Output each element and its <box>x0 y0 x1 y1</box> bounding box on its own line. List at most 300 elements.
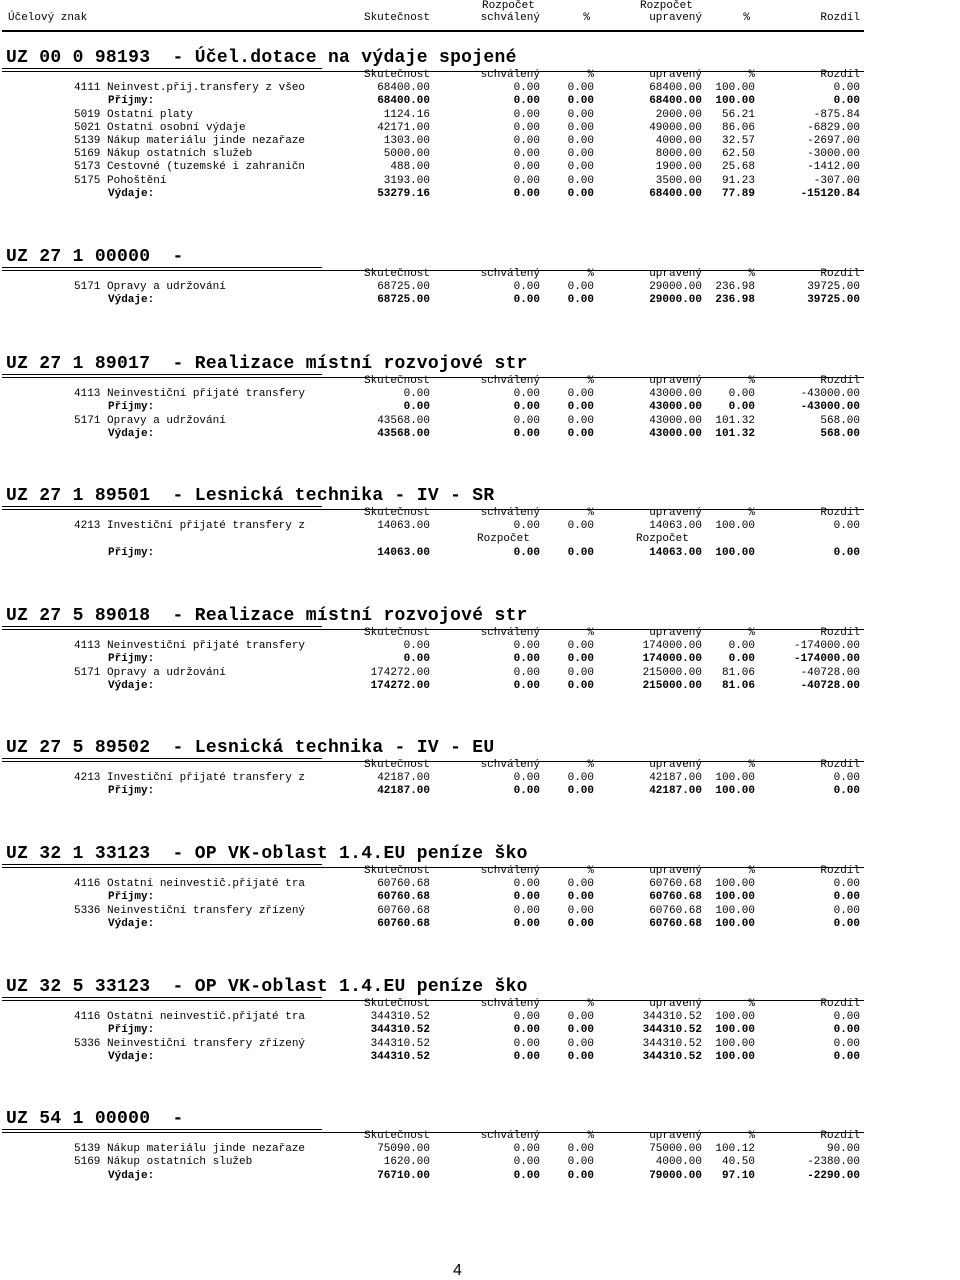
cell-pct1: 0.00 <box>567 135 594 147</box>
cell-pct2: 100.12 <box>715 1143 755 1156</box>
cell-approved: 0.00 <box>513 108 540 121</box>
page-number: 4 <box>453 1262 462 1279</box>
cell-adjusted: 4000.00 <box>655 1156 702 1169</box>
row-label: 5139 Nákup materiálu jinde nezařaze <box>74 1143 306 1156</box>
column-header: Rozdíl <box>820 375 860 387</box>
cell-pct2: 100.00 <box>715 878 755 891</box>
summary-label: Výdaje: <box>108 187 155 200</box>
cell-pct2: 100.00 <box>715 546 755 559</box>
cell-pct2: 86.06 <box>721 121 755 134</box>
cell-approved: 0.00 <box>513 878 540 891</box>
header-diff: Rozdíl <box>820 12 860 24</box>
cell-actual: 1303.00 <box>383 135 430 147</box>
row-label: 4116 Ostatní neinvestič.přijaté tra <box>74 1011 306 1024</box>
column-header: upravený <box>649 865 702 877</box>
cell-diff: -174000.00 <box>793 640 860 653</box>
row-label: 5171 Opravy a udržování <box>74 281 226 294</box>
column-header: Rozdíl <box>820 865 860 877</box>
cell-pct1: 0.00 <box>567 82 594 95</box>
cell-pct2: 100.00 <box>715 785 755 798</box>
cell-diff: 0.00 <box>833 1011 860 1024</box>
cell-approved: 0.00 <box>513 174 540 187</box>
cell-actual: 344310.52 <box>370 1024 430 1037</box>
cell-pct1: 0.00 <box>567 108 594 121</box>
cell-diff: 0.00 <box>833 904 860 917</box>
cell-diff: 568.00 <box>820 427 860 440</box>
cell-pct2: 81.06 <box>721 679 755 692</box>
cell-actual: 0.00 <box>403 640 430 653</box>
header-approved-top: Rozpočet <box>482 0 535 12</box>
cell-pct2: 236.98 <box>715 281 755 294</box>
column-header: % <box>748 627 755 639</box>
row-label: 5169 Nákup ostatních služeb <box>74 1156 253 1169</box>
cell-pct2: 0.00 <box>728 653 755 666</box>
column-header: % <box>587 268 594 280</box>
cell-actual: 43568.00 <box>377 414 430 427</box>
cell-adjusted: 29000.00 <box>649 281 702 294</box>
row-label: 5021 Ostatní osobní výdaje <box>74 121 246 134</box>
section-rule <box>2 629 864 630</box>
cell-pct1: 0.00 <box>567 904 594 917</box>
row-label: 5139 Nákup materiálu jinde nezařaze <box>74 135 306 147</box>
cell-pct2: 100.00 <box>715 520 755 533</box>
cell-approved: 0.00 <box>513 82 540 95</box>
column-header: upravený <box>649 627 702 639</box>
column-header: schválený <box>480 627 540 639</box>
column-header: Skutečnost <box>363 759 430 771</box>
cell-pct1: 0.00 <box>567 401 594 414</box>
cell-approved: 0.00 <box>513 785 540 798</box>
cell-approved: 0.00 <box>513 388 540 401</box>
cell-pct1: 0.00 <box>567 546 594 559</box>
row-label: 5175 Pohoštění <box>74 174 167 187</box>
column-header: % <box>748 268 755 280</box>
cell-pct2: 100.00 <box>715 1037 755 1050</box>
cell-adjusted: 344310.52 <box>642 1050 702 1063</box>
column-header: Skutečnost <box>363 507 430 519</box>
cell-pct1: 0.00 <box>567 1037 594 1050</box>
cell-adjusted: 344310.52 <box>642 1011 702 1024</box>
cell-actual: 60760.68 <box>377 917 430 930</box>
cell-approved: 0.00 <box>513 891 540 904</box>
cell-pct1: 0.00 <box>567 878 594 891</box>
column-header: upravený <box>649 69 702 81</box>
cell-pct1: 0.00 <box>567 187 594 200</box>
row-label: 5169 Nákup ostatních služeb <box>74 148 253 161</box>
cell-adjusted: 60760.68 <box>649 878 702 891</box>
cell-pct2: 101.32 <box>715 427 755 440</box>
cell-pct1: 0.00 <box>567 174 594 187</box>
column-header: Skutečnost <box>363 865 430 877</box>
column-header: Skutečnost <box>363 998 430 1010</box>
column-header: % <box>587 507 594 519</box>
row-label: 5171 Opravy a udržování <box>74 414 226 427</box>
cell-actual: 1124.16 <box>383 108 430 121</box>
column-header: upravený <box>649 268 702 280</box>
section-title: UZ 27 1 00000 - <box>6 247 184 267</box>
cell-actual: 344310.52 <box>370 1050 430 1063</box>
cell-actual: 5000.00 <box>383 148 430 161</box>
cell-diff: 0.00 <box>833 1050 860 1063</box>
cell-pct2: 77.89 <box>721 187 755 200</box>
column-header: Rozdíl <box>820 507 860 519</box>
column-header: Rozdíl <box>820 759 860 771</box>
summary-label: Příjmy: <box>108 891 155 904</box>
cell-pct1: 0.00 <box>567 1169 594 1182</box>
section-rule <box>2 509 864 510</box>
section-title: UZ 00 0 98193 - Účel.dotace na výdaje spojené <box>6 48 517 68</box>
cell-diff: 0.00 <box>833 891 860 904</box>
cell-diff: -2380.00 <box>807 1156 860 1169</box>
cell-actual: 488.00 <box>390 161 430 174</box>
cell-approved: 0.00 <box>513 281 540 294</box>
cell-diff: 0.00 <box>833 917 860 930</box>
cell-pct1: 0.00 <box>567 1156 594 1169</box>
cell-actual: 60760.68 <box>377 891 430 904</box>
row-label: 4213 Investiční přijaté transfery z <box>74 772 306 785</box>
cell-diff: -2697.00 <box>807 135 860 147</box>
section-title: UZ 27 5 89018 - Realizace místní rozvojové str <box>6 606 528 626</box>
cell-pct2: 100.00 <box>715 772 755 785</box>
cell-adjusted: 60760.68 <box>649 891 702 904</box>
cell-pct2: 62.50 <box>721 148 755 161</box>
section-rule <box>2 761 864 762</box>
cell-adjusted: 43000.00 <box>649 427 702 440</box>
cell-approved: 0.00 <box>513 414 540 427</box>
column-header: Skutečnost <box>363 375 430 387</box>
cell-pct2: 0.00 <box>728 401 755 414</box>
cell-adjusted: 43000.00 <box>649 414 702 427</box>
header-adjusted: upravený <box>649 12 702 24</box>
row-label: 5336 Neinvestiční transfery zřízený <box>74 904 306 917</box>
cell-approved: 0.00 <box>513 640 540 653</box>
cell-actual: 42187.00 <box>377 772 430 785</box>
section-title: UZ 32 5 33123 - OP VK-oblast 1.4.EU peníze ško <box>6 977 528 997</box>
cell-actual: 68400.00 <box>377 82 430 95</box>
column-header: Rozdíl <box>820 69 860 81</box>
cell-actual: 344310.52 <box>370 1037 430 1050</box>
cell-pct2: 100.00 <box>715 917 755 930</box>
header-actual: Skutečnost <box>363 12 430 24</box>
cell-adjusted: 174000.00 <box>642 640 702 653</box>
section-title: UZ 27 1 89017 - Realizace místní rozvojové str <box>6 354 528 374</box>
cell-actual: 0.00 <box>403 401 430 414</box>
cell-approved: 0.00 <box>513 1156 540 1169</box>
column-header: % <box>587 69 594 81</box>
cell-adjusted: 60760.68 <box>649 917 702 930</box>
cell-diff: 0.00 <box>833 878 860 891</box>
cell-actual: 60760.68 <box>377 904 430 917</box>
cell-approved: 0.00 <box>513 187 540 200</box>
cell-adjusted: 79000.00 <box>649 1169 702 1182</box>
header-approved: schválený <box>480 12 540 24</box>
sub-header-adjusted: Rozpočet <box>636 533 689 546</box>
cell-diff: -43000.00 <box>800 388 860 401</box>
cell-actual: 53279.16 <box>377 187 430 200</box>
column-header: Skutečnost <box>363 1130 430 1142</box>
cell-diff: -6829.00 <box>807 121 860 134</box>
cell-approved: 0.00 <box>513 1050 540 1063</box>
summary-label: Příjmy: <box>108 1024 155 1037</box>
cell-approved: 0.00 <box>513 904 540 917</box>
cell-adjusted: 14063.00 <box>649 546 702 559</box>
cell-actual: 42187.00 <box>377 785 430 798</box>
cell-actual: 60760.68 <box>377 878 430 891</box>
row-label: 4111 Neinvest.přij.transfery z všeo <box>74 82 306 95</box>
cell-pct2: 100.00 <box>715 95 755 108</box>
cell-pct1: 0.00 <box>567 414 594 427</box>
cell-adjusted: 215000.00 <box>642 679 702 692</box>
cell-adjusted: 49000.00 <box>649 121 702 134</box>
column-header: schválený <box>480 998 540 1010</box>
cell-pct2: 25.68 <box>721 161 755 174</box>
cell-pct1: 0.00 <box>567 148 594 161</box>
header-pct1: % <box>583 12 590 24</box>
cell-pct1: 0.00 <box>567 917 594 930</box>
row-label: 4113 Neinvestiční přijaté transfery <box>74 640 306 653</box>
cell-adjusted: 60760.68 <box>649 904 702 917</box>
cell-pct2: 101.32 <box>715 414 755 427</box>
sub-header-approved: Rozpočet <box>477 533 530 546</box>
cell-diff: 0.00 <box>833 1024 860 1037</box>
cell-diff: 0.00 <box>833 772 860 785</box>
summary-label: Příjmy: <box>108 95 155 108</box>
column-header: schválený <box>480 268 540 280</box>
cell-actual: 174272.00 <box>370 679 430 692</box>
cell-approved: 0.00 <box>513 520 540 533</box>
cell-diff: -43000.00 <box>800 401 860 414</box>
cell-actual: 68400.00 <box>377 95 430 108</box>
column-header: % <box>748 759 755 771</box>
header-adjusted-top: Rozpočet <box>640 0 693 12</box>
cell-actual: 14063.00 <box>377 520 430 533</box>
column-header: Skutečnost <box>363 69 430 81</box>
cell-diff: -1412.00 <box>807 161 860 174</box>
cell-adjusted: 68400.00 <box>649 187 702 200</box>
cell-diff: 0.00 <box>833 82 860 95</box>
column-header: Skutečnost <box>363 268 430 280</box>
column-header: % <box>587 865 594 877</box>
cell-actual: 43568.00 <box>377 427 430 440</box>
column-header: schválený <box>480 759 540 771</box>
column-header: % <box>587 998 594 1010</box>
section-rule <box>2 1000 864 1001</box>
row-label: 5171 Opravy a udržování <box>74 666 226 679</box>
cell-actual: 344310.52 <box>370 1011 430 1024</box>
cell-diff: 39725.00 <box>807 281 860 294</box>
column-header: % <box>748 1130 755 1142</box>
column-header: upravený <box>649 1130 702 1142</box>
column-header: Rozdíl <box>820 268 860 280</box>
cell-adjusted: 43000.00 <box>649 401 702 414</box>
cell-approved: 0.00 <box>513 135 540 147</box>
cell-adjusted: 174000.00 <box>642 653 702 666</box>
section-rule <box>2 867 864 868</box>
section-title: UZ 54 1 00000 - <box>6 1109 184 1129</box>
column-header: upravený <box>649 759 702 771</box>
cell-adjusted: 68400.00 <box>649 82 702 95</box>
cell-pct2: 81.06 <box>721 666 755 679</box>
cell-approved: 0.00 <box>513 95 540 108</box>
cell-adjusted: 344310.52 <box>642 1037 702 1050</box>
cell-diff: -3000.00 <box>807 148 860 161</box>
column-header: schválený <box>480 375 540 387</box>
column-header: Rozdíl <box>820 998 860 1010</box>
cell-pct2: 100.00 <box>715 82 755 95</box>
column-header: % <box>748 375 755 387</box>
cell-diff: -40728.00 <box>800 679 860 692</box>
column-header: Rozdíl <box>820 627 860 639</box>
column-header: % <box>748 69 755 81</box>
header-code: Účelový znak <box>8 12 88 24</box>
column-header: % <box>748 507 755 519</box>
cell-adjusted: 1900.00 <box>655 161 702 174</box>
cell-adjusted: 29000.00 <box>649 294 702 307</box>
cell-adjusted: 42187.00 <box>649 785 702 798</box>
column-header: Skutečnost <box>363 627 430 639</box>
column-header: % <box>587 375 594 387</box>
cell-approved: 0.00 <box>513 427 540 440</box>
cell-diff: -40728.00 <box>800 666 860 679</box>
cell-pct2: 100.00 <box>715 1050 755 1063</box>
column-header: schválený <box>480 1130 540 1142</box>
row-label: 5336 Neinvestiční transfery zřízený <box>74 1037 306 1050</box>
cell-pct2: 91.23 <box>721 174 755 187</box>
cell-diff: 39725.00 <box>807 294 860 307</box>
cell-diff: 0.00 <box>833 1037 860 1050</box>
column-header: upravený <box>649 998 702 1010</box>
section-rule <box>2 1132 864 1133</box>
cell-adjusted: 344310.52 <box>642 1024 702 1037</box>
cell-pct1: 0.00 <box>567 640 594 653</box>
cell-approved: 0.00 <box>513 161 540 174</box>
cell-pct2: 56.21 <box>721 108 755 121</box>
cell-pct2: 32.57 <box>721 135 755 147</box>
cell-actual: 68725.00 <box>377 294 430 307</box>
cell-pct1: 0.00 <box>567 891 594 904</box>
row-label: 4213 Investiční přijaté transfery z <box>74 520 306 533</box>
summary-label: Příjmy: <box>108 401 155 414</box>
cell-pct1: 0.00 <box>567 1143 594 1156</box>
cell-adjusted: 14063.00 <box>649 520 702 533</box>
cell-approved: 0.00 <box>513 294 540 307</box>
column-header: schválený <box>480 865 540 877</box>
cell-approved: 0.00 <box>513 772 540 785</box>
cell-approved: 0.00 <box>513 1024 540 1037</box>
header-rule <box>2 30 864 32</box>
column-header: schválený <box>480 507 540 519</box>
section-title: UZ 27 5 89502 - Lesnická technika - IV - EU <box>6 738 495 758</box>
cell-pct1: 0.00 <box>567 121 594 134</box>
cell-adjusted: 3500.00 <box>655 174 702 187</box>
column-header: upravený <box>649 507 702 519</box>
cell-pct1: 0.00 <box>567 653 594 666</box>
cell-actual: 68725.00 <box>377 281 430 294</box>
cell-approved: 0.00 <box>513 653 540 666</box>
cell-pct1: 0.00 <box>567 679 594 692</box>
cell-diff: 568.00 <box>820 414 860 427</box>
section-rule <box>2 270 864 271</box>
cell-pct2: 236.98 <box>715 294 755 307</box>
cell-actual: 75090.00 <box>377 1143 430 1156</box>
cell-actual: 14063.00 <box>377 546 430 559</box>
row-label: 5019 Ostatní platy <box>74 108 193 121</box>
cell-adjusted: 43000.00 <box>649 388 702 401</box>
cell-diff: 0.00 <box>833 546 860 559</box>
cell-pct1: 0.00 <box>567 1024 594 1037</box>
section-rule <box>2 71 864 72</box>
summary-label: Výdaje: <box>108 427 155 440</box>
cell-diff: -875.84 <box>813 108 860 121</box>
cell-pct1: 0.00 <box>567 772 594 785</box>
cell-approved: 0.00 <box>513 917 540 930</box>
cell-actual: 42171.00 <box>377 121 430 134</box>
column-header: % <box>748 865 755 877</box>
column-header: upravený <box>649 375 702 387</box>
cell-pct2: 0.00 <box>728 388 755 401</box>
cell-pct2: 40.50 <box>721 1156 755 1169</box>
column-header: % <box>587 1130 594 1142</box>
cell-diff: 0.00 <box>833 785 860 798</box>
cell-approved: 0.00 <box>513 121 540 134</box>
summary-label: Příjmy: <box>108 546 155 559</box>
cell-adjusted: 68400.00 <box>649 95 702 108</box>
summary-label: Výdaje: <box>108 917 155 930</box>
summary-label: Výdaje: <box>108 294 155 307</box>
cell-approved: 0.00 <box>513 1169 540 1182</box>
section-rule <box>2 377 864 378</box>
cell-actual: 76710.00 <box>377 1169 430 1182</box>
cell-pct2: 100.00 <box>715 891 755 904</box>
summary-label: Příjmy: <box>108 785 155 798</box>
cell-pct1: 0.00 <box>567 785 594 798</box>
row-label: 4113 Neinvestiční přijaté transfery <box>74 388 306 401</box>
cell-pct2: 100.00 <box>715 1011 755 1024</box>
section-title: UZ 32 1 33123 - OP VK-oblast 1.4.EU peníze ško <box>6 844 528 864</box>
cell-diff: -2290.00 <box>807 1169 860 1182</box>
cell-adjusted: 75000.00 <box>649 1143 702 1156</box>
section-title: UZ 27 1 89501 - Lesnická technika - IV - SR <box>6 486 495 506</box>
cell-approved: 0.00 <box>513 401 540 414</box>
cell-diff: -174000.00 <box>793 653 860 666</box>
cell-diff: -307.00 <box>813 174 860 187</box>
cell-approved: 0.00 <box>513 679 540 692</box>
column-header: % <box>587 627 594 639</box>
cell-adjusted: 8000.00 <box>655 148 702 161</box>
column-header: schválený <box>480 69 540 81</box>
cell-pct1: 0.00 <box>567 161 594 174</box>
summary-label: Výdaje: <box>108 1169 155 1182</box>
column-header: % <box>748 998 755 1010</box>
cell-actual: 3193.00 <box>383 174 430 187</box>
row-label: 4116 Ostatní neinvestič.přijaté tra <box>74 878 306 891</box>
cell-pct1: 0.00 <box>567 388 594 401</box>
cell-actual: 174272.00 <box>370 666 430 679</box>
cell-adjusted: 4000.00 <box>655 135 702 147</box>
cell-diff: 0.00 <box>833 95 860 108</box>
cell-approved: 0.00 <box>513 1011 540 1024</box>
cell-diff: -15120.84 <box>800 187 860 200</box>
cell-pct2: 100.00 <box>715 1024 755 1037</box>
cell-actual: 0.00 <box>403 388 430 401</box>
cell-pct1: 0.00 <box>567 294 594 307</box>
column-header: Rozdíl <box>820 1130 860 1142</box>
cell-adjusted: 215000.00 <box>642 666 702 679</box>
cell-pct1: 0.00 <box>567 1050 594 1063</box>
cell-actual: 1620.00 <box>383 1156 430 1169</box>
cell-approved: 0.00 <box>513 666 540 679</box>
summary-label: Výdaje: <box>108 1050 155 1063</box>
